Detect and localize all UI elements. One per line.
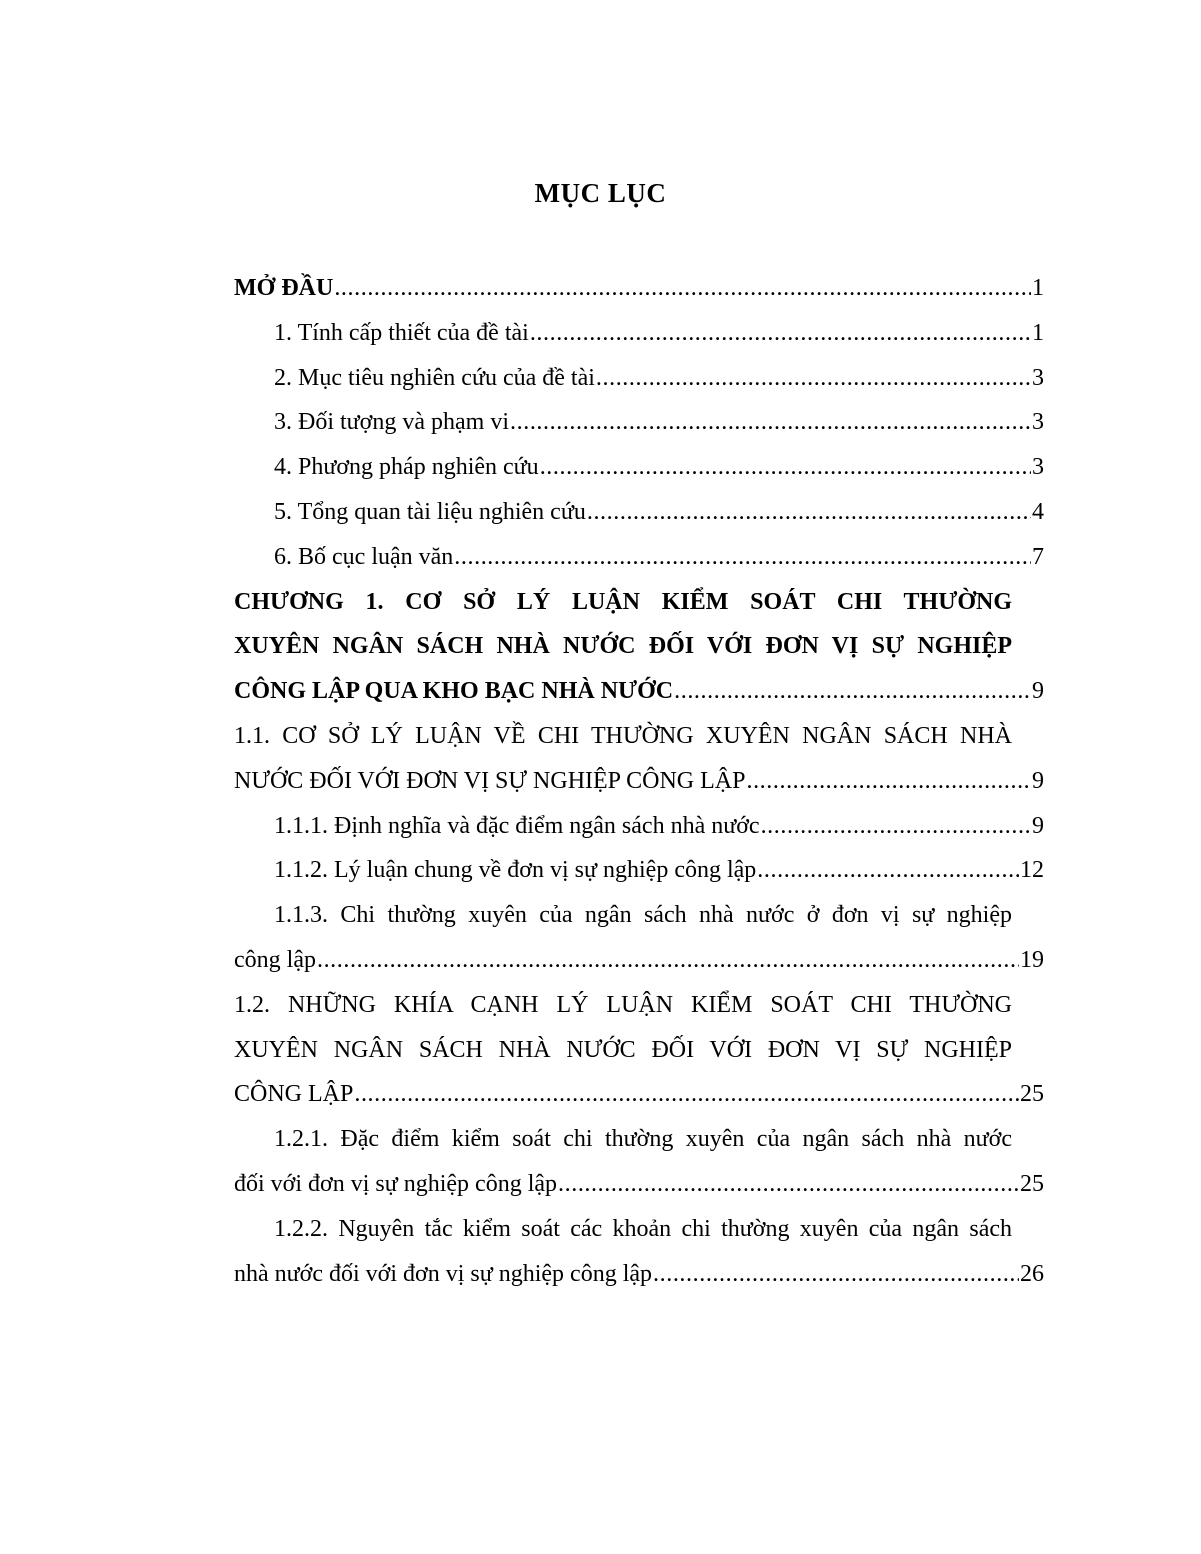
toc-page-number: 25: [1020, 1081, 1044, 1108]
toc-entry[interactable]: [234, 311, 1044, 356]
dot-leader: [596, 356, 1031, 401]
toc-entry-row: [274, 400, 1044, 445]
toc-entry[interactable]: [234, 266, 1044, 311]
toc-entry-label: 6. Bố cục luận văn: [274, 543, 454, 570]
toc-entry-label: 1. Tính cấp thiết của đề tài: [274, 319, 529, 346]
toc-page-number: 9: [1032, 767, 1044, 794]
toc-page-number: 25: [1020, 1170, 1044, 1197]
toc-entry[interactable]: [234, 356, 1044, 401]
toc-entry-label: CÔNG LẬP QUA KHO BẠC NHÀ NƯỚC: [234, 678, 674, 705]
toc-entry-row: [234, 1162, 1044, 1207]
toc-page-number: 26: [1020, 1260, 1044, 1287]
toc-entry-row: [274, 356, 1044, 401]
toc-entry-label: công lập: [234, 946, 316, 973]
toc-entry[interactable]: [234, 804, 1044, 849]
toc-entry-label: 5. Tổng quan tài liệu nghiên cứu: [274, 498, 586, 525]
toc-entry-line: CHƯƠNG 1. CƠ SỞ LÝ LUẬN KIỂM SOÁT CHI THƯỜNG: [234, 588, 1012, 615]
toc-entry-row: [234, 266, 1044, 311]
toc-entry-line: 1.1. CƠ SỞ LÝ LUẬN VỀ CHI THƯỜNG XUYÊN NGÂN SÁCH NHÀ: [234, 722, 1012, 749]
toc-entry-label: 1.1.2. Lý luận chung về đơn vị sự nghiệp công lập: [274, 857, 757, 884]
toc-entry-line: XUYÊN NGÂN SÁCH NHÀ NƯỚC ĐỐI VỚI ĐƠN VỊ SỰ NGHIỆP: [234, 1036, 1012, 1063]
toc-entry-label: 3. Đối tượng và phạm vi: [274, 409, 510, 436]
toc-entry-label: nhà nước đối với đơn vị sự nghiệp công lập: [234, 1260, 653, 1287]
toc-entry-label: đối với đơn vị sự nghiệp công lập: [234, 1170, 558, 1197]
dot-leader: [674, 669, 1031, 714]
toc-entry[interactable]: [234, 445, 1044, 490]
toc-page-number: 19: [1020, 946, 1044, 973]
toc-entry-label: 1.1.1. Định nghĩa và đặc điểm ngân sách nhà nước: [274, 812, 760, 839]
toc-page-number: 4: [1032, 498, 1044, 525]
toc-page-number: 3: [1032, 364, 1044, 391]
toc-entry[interactable]: [234, 535, 1044, 580]
toc-entry-row: [234, 1252, 1044, 1297]
toc-entry-label: MỞ ĐẦU: [234, 275, 334, 301]
toc-entry-row: [274, 311, 1044, 356]
toc-entry-row: [274, 490, 1044, 535]
toc-entry[interactable]: [234, 1117, 1044, 1207]
toc-entry-row: [234, 1072, 1044, 1117]
toc-entry-row: [274, 535, 1044, 580]
toc-entry[interactable]: [234, 893, 1044, 983]
toc-page-number: 9: [1032, 678, 1044, 705]
dot-leader: [510, 400, 1031, 445]
dot-leader: [761, 804, 1031, 849]
toc-entry[interactable]: [234, 400, 1044, 445]
toc-page-number: 1: [1032, 319, 1044, 346]
toc-page-number: 1: [1032, 275, 1044, 301]
toc-page-number: 3: [1032, 409, 1044, 436]
table-of-contents: [234, 266, 1044, 1296]
toc-entry-line: XUYÊN NGÂN SÁCH NHÀ NƯỚC ĐỐI VỚI ĐƠN VỊ SỰ NGHIỆP: [234, 633, 1012, 660]
dot-leader: [454, 535, 1031, 580]
toc-entry-label: CÔNG LẬP: [234, 1081, 354, 1108]
toc-entry-row: [274, 848, 1044, 893]
toc-entry-row: [234, 669, 1044, 714]
toc-entry[interactable]: [234, 490, 1044, 535]
toc-entry[interactable]: [234, 580, 1044, 714]
toc-entry-line: 1.1.3. Chi thường xuyên của ngân sách nhà nước ở đơn vị sự nghiệp: [274, 902, 1012, 929]
dot-leader: [746, 759, 1031, 804]
toc-entry-line: 1.2.2. Nguyên tắc kiểm soát các khoản chi thường xuyên của ngân sách: [274, 1215, 1012, 1242]
toc-entry[interactable]: [234, 714, 1044, 804]
toc-entry-row: [274, 804, 1044, 849]
toc-entry-row: [234, 938, 1044, 983]
dot-leader: [530, 311, 1031, 356]
toc-entry-row: [234, 759, 1044, 804]
toc-page-number: 12: [1020, 857, 1044, 884]
page-title: MỤC LỤC: [534, 178, 667, 208]
toc-entry-line: 1.2.1. Đặc điểm kiểm soát chi thường xuyên của ngân sách nhà nước: [274, 1126, 1012, 1153]
dot-leader: [540, 445, 1031, 490]
dot-leader: [587, 490, 1031, 535]
toc-entry[interactable]: [234, 1207, 1044, 1297]
toc-entry-label: 2. Mục tiêu nghiên cứu của đề tài: [274, 364, 595, 391]
toc-page-number: 7: [1032, 543, 1044, 570]
dot-leader: [558, 1162, 1019, 1207]
toc-page-number: 3: [1032, 454, 1044, 481]
dot-leader: [334, 266, 1031, 311]
toc-entry[interactable]: [234, 848, 1044, 893]
toc-page-number: 9: [1032, 812, 1044, 839]
dot-leader: [317, 938, 1019, 983]
toc-entry-label: 4. Phương pháp nghiên cứu: [274, 454, 539, 481]
toc-entry-label: NƯỚC ĐỐI VỚI ĐƠN VỊ SỰ NGHIỆP CÔNG LẬP: [234, 767, 746, 794]
toc-entry[interactable]: [234, 983, 1044, 1117]
toc-entry-line: 1.2. NHỮNG KHÍA CẠNH LÝ LUẬN KIỂM SOÁT CHI THƯỜNG: [234, 991, 1012, 1018]
toc-entry-row: [274, 445, 1044, 490]
dot-leader: [653, 1252, 1019, 1297]
dot-leader: [354, 1072, 1019, 1117]
dot-leader: [757, 848, 1019, 893]
